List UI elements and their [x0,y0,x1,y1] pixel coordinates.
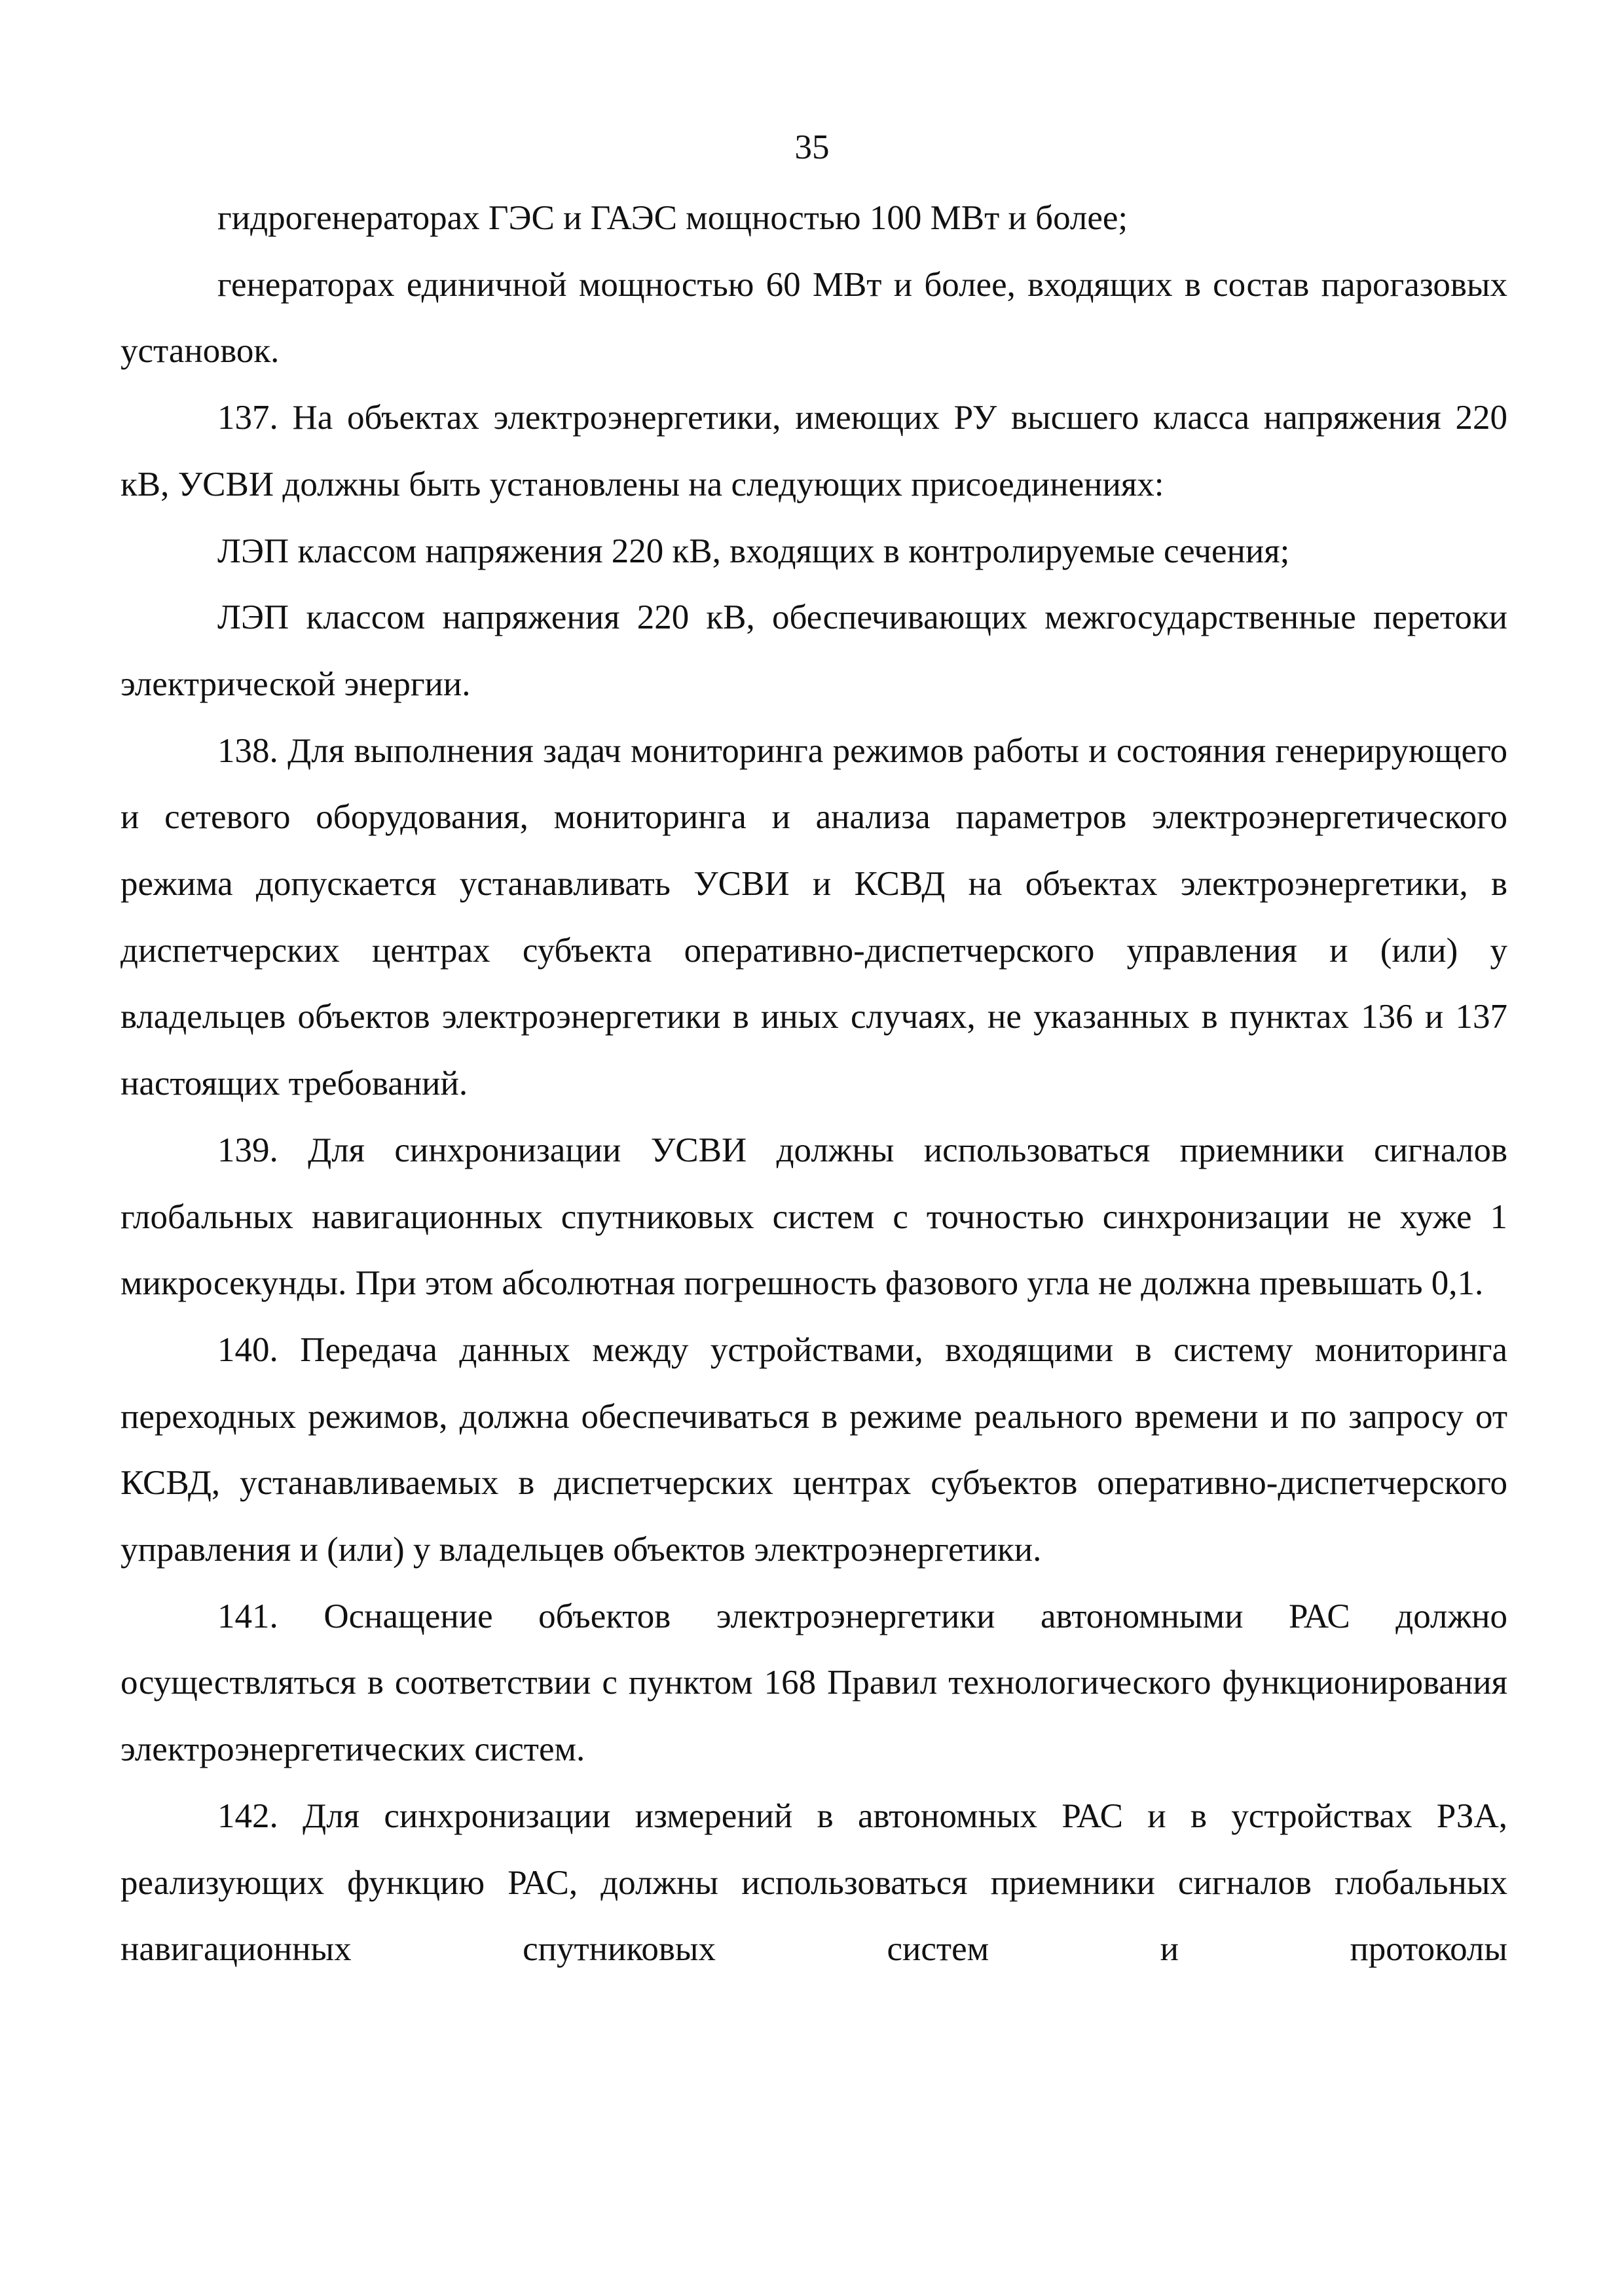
paragraph-137: 137. На объектах электроэнергетики, имеющих РУ высшего класса напряжения 220 кВ, УСВИ должны быть установлены на следующих присоединениях: [120,399,1507,503]
paragraph-lep-sections: ЛЭП классом напряжения 220 кВ, входящих в контролируемые сечения; [217,532,1290,570]
paragraph-139: 139. Для синхронизации УСВИ должны использоваться приемники сигналов глобальных навигационных спутниковых систем с точностью синхронизации не хуже 1 микросекунды. При этом абсолютная погрешность фазового угла не должна превышать 0,1. [120,1131,1507,1303]
paragraph-hydrogenerators: гидрогенераторах ГЭС и ГАЭС мощностью 100 МВт и более; [217,199,1128,237]
paragraph-138: 138. Для выполнения задач мониторинга режимов работы и состояния генерирующего и сетевого оборудования, мониторинга и анализа параметров электроэнергетического режима допускается устанавливать УСВИ и КСВД на объектах электроэнергетики, в диспетчерских центрах субъекта оперативно-диспетчерского управления и (или) у владельцев объектов электроэнергетики в иных случаях, не указанных в пунктах 136 и 137 настоящих требований. [120,731,1507,1103]
paragraph-142: 142. Для синхронизации измерений в автономных РАС и в устройствах РЗА, реализующих функцию РАС, должны использоваться приемники сигналов глобальных навигационных спутниковых систем и протоколы [120,1796,1507,1969]
document-body [120,185,1507,1983]
paragraph-generators: генераторах единичной мощностью 60 МВт и более, входящих в состав парогазовых установок. [120,265,1507,371]
page-number: 35 [794,128,830,166]
paragraph-140: 140. Передача данных между устройствами, входящими в систему мониторинга переходных режимов, должна обеспечиваться в режиме реального времени и по запросу от КСВД, устанавливаемых в диспетчерских центрах субъектов оперативно-диспетчерского управления и (или) у владельцев объектов электроэнергетики. [120,1330,1507,1569]
paragraph-lep-interstate: ЛЭП классом напряжения 220 кВ, обеспечивающих межгосударственные перетоки электрической энергии. [120,598,1507,703]
paragraph-141: 141. Оснащение объектов электроэнергетики автономными РАС должно осуществляться в соответствии с пунктом 168 Правил технологического функционирования электроэнергетических систем. [120,1597,1507,1769]
